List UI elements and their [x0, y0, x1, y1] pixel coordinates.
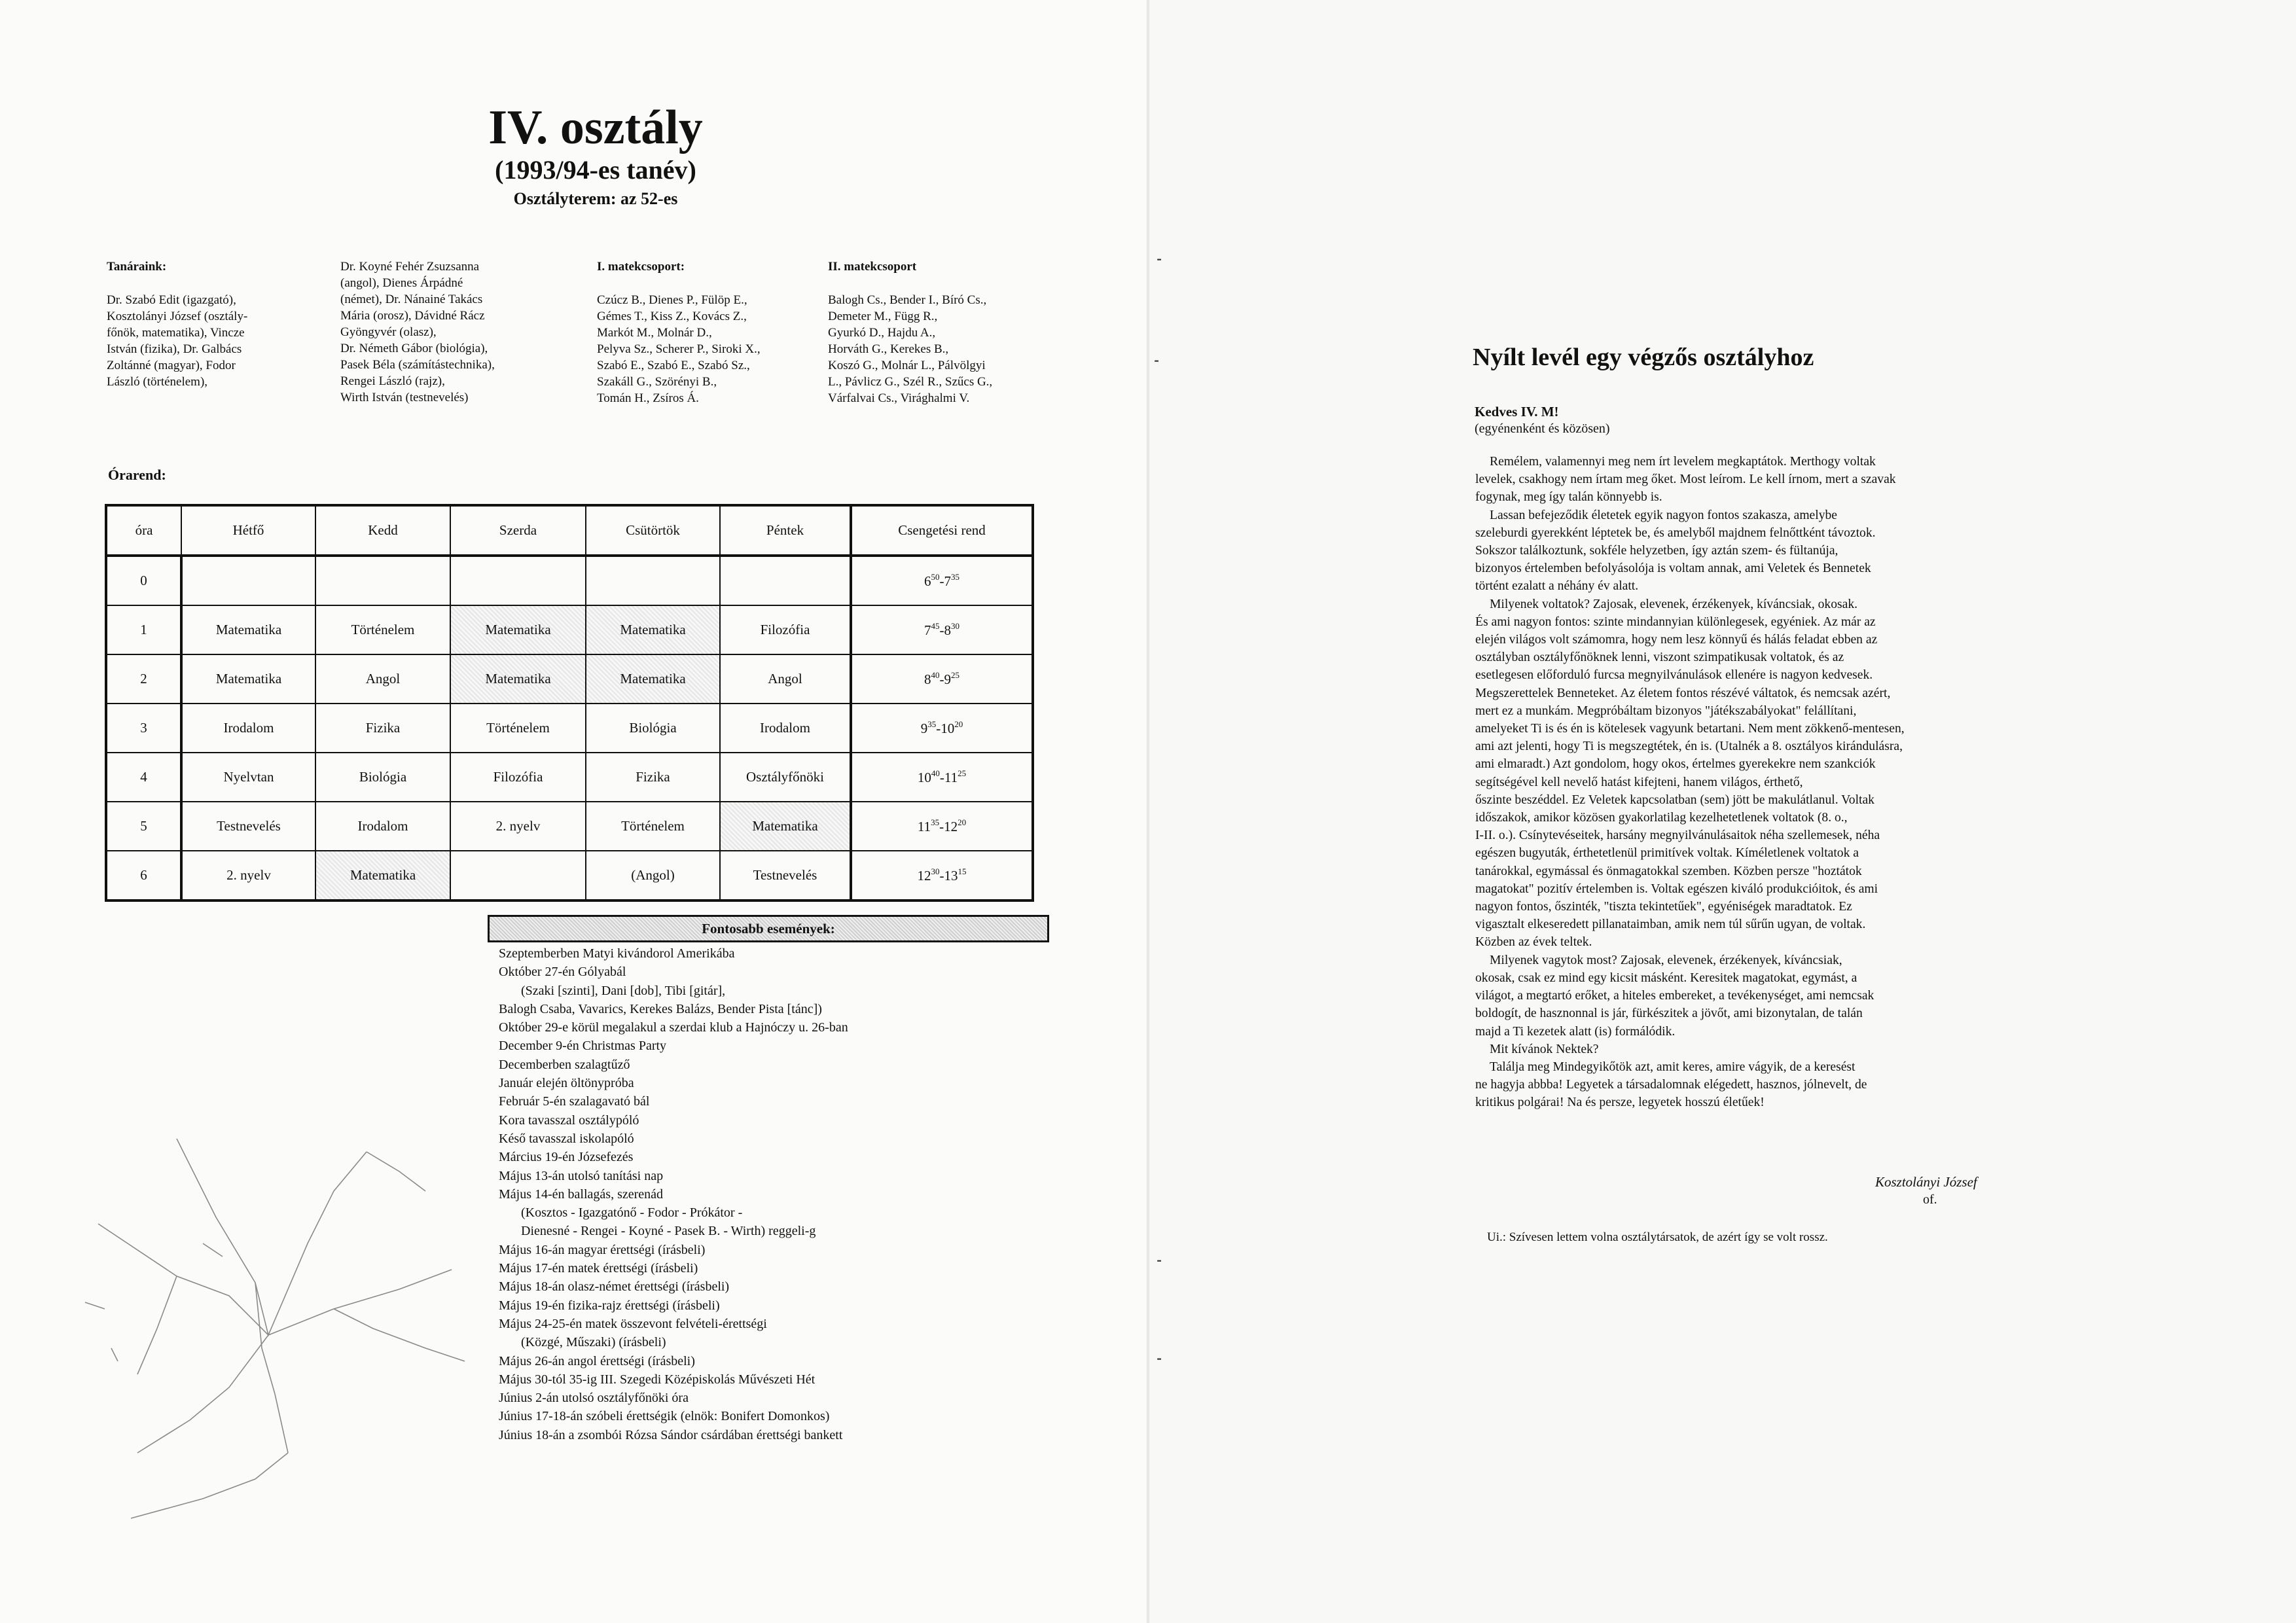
- header-thursday: Csütörtök: [586, 505, 720, 556]
- events-heading: Fontosabb események:: [488, 915, 1049, 942]
- student-line: Horváth G., Kerekes B.,: [828, 342, 949, 356]
- letter-line: amelyeket Ti is és én is kötelesek vagyunk betartani. Nem ment zökkenő-mentesen,: [1475, 722, 1905, 736]
- student-line: Szakáll G., Szörényi B.,: [597, 375, 717, 389]
- lesson-cell: Filozófia: [450, 753, 586, 802]
- letter-line: ne hagyja abbba! Legyetek a társadalomnak elégedett, hasznos, jólnevelt, de: [1475, 1078, 1867, 1092]
- event-line: Január elején öltönypróba: [499, 1076, 634, 1091]
- event-line: Május 17-én matek érettségi (írásbeli): [499, 1261, 698, 1276]
- lesson-cell: [315, 556, 450, 605]
- bell-start: 6: [924, 573, 931, 589]
- event-line: Decemberben szalagtűző: [499, 1057, 630, 1072]
- teacher-line: Gyöngyvér (olasz),: [340, 325, 437, 339]
- letter-line: vigasztalt elkeseredett pillanataimban, amik nem túl sűrűn ugyan, de voltak.: [1475, 918, 1866, 932]
- student-line: L., Pávlicz G., Szél R., Szűcs G.,: [828, 375, 993, 389]
- teacher-line: (angol), Dienes Árpádné: [340, 276, 463, 290]
- bell-cell: $6^{50}-7^{35}$: [851, 556, 1033, 605]
- lesson-cell: [720, 556, 851, 605]
- teacher-line: István (fizika), Dr. Galbács: [107, 342, 242, 356]
- student-line: Gyurkó D., Hajdu A.,: [828, 326, 936, 340]
- schedule-row: [106, 802, 1033, 851]
- bell-start-min: 30: [931, 866, 940, 876]
- teachers-list-1: [107, 292, 247, 390]
- event-line: (Szaki [szinti], Dani [dob], Tibi [gitár],: [521, 983, 726, 998]
- lesson-cell: Irodalom: [720, 704, 851, 753]
- teacher-line: Mária (orosz), Dávidné Rácz: [340, 309, 485, 323]
- student-line: Várfalvai Cs., Virághalmi V.: [828, 391, 970, 405]
- schedule-row: [106, 753, 1033, 802]
- event-line: Október 29-e körül megalakul a szerdai klub a Hajnóczy u. 26-ban: [499, 1020, 848, 1035]
- bell-start: 12: [917, 868, 931, 883]
- letter-line: Remélem, valamennyi meg nem írt levelem megkaptátok. Merthogy voltak: [1490, 455, 1876, 469]
- schedule-row: [106, 556, 1033, 605]
- letter-line: osztályban osztályfőnöknek lenni, viszont szimpatikusak voltatok, és az: [1475, 651, 1844, 665]
- lesson-cell: Biológia: [586, 704, 720, 753]
- math-group-1-list: [597, 292, 761, 406]
- letter-line: magatokat" pozitív értelemben is. Voltak egészen kiváló produkcióitok, és ami: [1475, 882, 1878, 896]
- schedule-row: [106, 704, 1033, 753]
- event-line: Dienesné - Rengei - Koyné - Pasek B. - Wirth) reggeli-g: [521, 1224, 816, 1239]
- letter-line: I-II. o.). Csínytevéseitek, harsány megnyilvánulásaitok néha szellemesek, néha: [1475, 829, 1880, 843]
- binding-mark: ⁃: [1156, 1255, 1162, 1269]
- bell-start-min: 40: [931, 768, 940, 778]
- letter-line: Milyenek voltatok? Zajosak, elevenek, érzékenyek, kíváncsiak, okosak.: [1490, 597, 1858, 611]
- bell-start: 7: [924, 622, 931, 638]
- letter-line: történt ezalatt a néhány év alatt.: [1475, 579, 1639, 594]
- letter-title: Nyílt levél egy végzős osztályhoz: [1473, 344, 1814, 371]
- header-friday: Péntek: [720, 505, 851, 556]
- bell-start-min: 45: [931, 621, 940, 631]
- lesson-cell: 2. nyelv: [181, 851, 315, 901]
- lesson-cell: Filozófia: [720, 605, 851, 654]
- bell-start: 9: [920, 721, 928, 736]
- letter-line: levelek, csakhogy nem írtam meg őket. Most leírom. Le kell írnom, mert a szavak: [1475, 473, 1896, 487]
- letter-line: időszakok, amikor közösen gyakorlatilag kezelhetetlenek voltatok (8. o.,: [1475, 811, 1848, 825]
- bell-end-min: 30: [951, 621, 960, 631]
- hour-cell: 2: [106, 654, 181, 704]
- letter-greeting: Kedves IV. M!: [1475, 404, 1559, 419]
- letter-line: okosak, csak ez mind egy kicsit másként. Keresitek magatokat, egymást, a: [1475, 971, 1857, 985]
- teachers-column-1: [107, 259, 247, 390]
- bell-cell: $12^{30}-13^{15}$: [851, 851, 1033, 901]
- event-line: (Közgé, Műszaki) (írásbeli): [521, 1335, 666, 1350]
- letter-line: Közben az évek teltek.: [1475, 935, 1592, 950]
- pencil-sketch-icon: [59, 1113, 517, 1531]
- letter-line: És ami nagyon fontos: szinte mindannyian különlegesek, egyéniek. Az már az: [1475, 615, 1876, 629]
- hour-cell: 4: [106, 753, 181, 802]
- math-group-1-heading: I. matekcsoport:: [597, 260, 685, 274]
- binding-mark: ⁃: [1153, 355, 1160, 369]
- letter-line: Lassan befejeződik életetek egyik nagyon fontos szakasza, amelybe: [1490, 508, 1837, 522]
- letter-line: egészen bugyuták, érthetetlenül primitívek voltak. Kíméletlenek voltatok a: [1475, 846, 1859, 861]
- header-wednesday: Szerda: [450, 505, 586, 556]
- event-line: (Kosztos - Igazgatónő - Fodor - Prókátor -: [521, 1205, 743, 1221]
- event-line: Május 24-25-én matek összevont felvételi-érettségi: [499, 1316, 767, 1331]
- letter-greeting-sub: (egyénenként és közösen): [1475, 421, 1610, 436]
- lesson-cell: Testnevelés: [720, 851, 851, 901]
- teachers-heading: Tanáraink:: [107, 260, 167, 274]
- classroom: Osztályterem: az 52-es: [513, 189, 678, 208]
- event-line: Június 18-án a zsombói Rózsa Sándor csárdában érettségi bankett: [499, 1427, 843, 1442]
- teacher-line: Wirth István (testnevelés): [340, 391, 469, 404]
- lesson-cell: Testnevelés: [181, 802, 315, 851]
- bell-end-min: 35: [951, 572, 960, 582]
- letter-line: majd a Ti kezetek alatt (is) formálódik.: [1475, 1024, 1676, 1039]
- binding-mark: ⁃: [1156, 1353, 1162, 1367]
- lesson-cell: [181, 556, 315, 605]
- schedule-label: Órarend:: [108, 467, 166, 483]
- math-group-2-heading: II. matekcsoport: [828, 260, 917, 274]
- lesson-cell: Matematika: [181, 605, 315, 654]
- letter-line: nagyon fontos, őszinték, "tiszta tekintetűek", egyéniségek maradtatok. Ez: [1475, 900, 1852, 914]
- math-group-1: [597, 259, 761, 406]
- letter-line: világot, a megtartó erőket, a hiteles embereket, a tevékenységet, ami nemcsak: [1475, 989, 1874, 1003]
- teacher-line: Dr. Szabó Edit (igazgató),: [107, 293, 236, 307]
- header-tuesday: Kedd: [315, 505, 450, 556]
- student-line: Koszó G., Molnár L., Pálvölgyi: [828, 359, 986, 372]
- bell-cell: $8^{40}-9^{25}$: [851, 654, 1033, 704]
- bell-end-min: 15: [958, 866, 967, 876]
- lesson-cell: Történelem: [450, 704, 586, 753]
- hour-cell: 1: [106, 605, 181, 654]
- event-line: Május 26-án angol érettségi (írásbeli): [499, 1353, 695, 1368]
- letter-body: [1475, 453, 1946, 1112]
- letter-line: Milyenek vagytok most? Zajosak, elevenek, érzékenyek, kíváncsiak,: [1490, 953, 1842, 967]
- hour-cell: 6: [106, 851, 181, 901]
- lesson-cell: Történelem: [315, 605, 450, 654]
- lesson-cell: Irodalom: [315, 802, 450, 851]
- event-line: Május 16-án magyar érettségi (írásbeli): [499, 1242, 706, 1257]
- lesson-cell: Matematika: [315, 851, 450, 901]
- bell-end: 7: [944, 573, 951, 589]
- lesson-cell: Angol: [315, 654, 450, 704]
- math-group-2-list: [828, 292, 992, 406]
- teacher-line: Kosztolányi József (osztály-: [107, 310, 248, 323]
- header-monday: Hétfő: [181, 505, 315, 556]
- event-line: Október 27-én Gólyabál: [499, 965, 626, 980]
- lesson-cell: Biológia: [315, 753, 450, 802]
- letter-line: ami elmaradt.) Azt gondolom, hogy okos, értelmes gyerekekre nem szankciók: [1475, 757, 1876, 772]
- lesson-cell: Osztályfőnöki: [720, 753, 851, 802]
- lesson-cell: Matematika: [450, 605, 586, 654]
- lesson-cell: Angol: [720, 654, 851, 704]
- teacher-line: Dr. Németh Gábor (biológia),: [340, 342, 488, 355]
- letter-line: Találja meg Mindegyikőtök azt, amit keres, amire vágyik, de a keresést: [1490, 1060, 1856, 1074]
- lesson-cell: 2. nyelv: [450, 802, 586, 851]
- student-line: Pelyva Sz., Scherer P., Siroki X.,: [597, 342, 761, 356]
- letter-line: elején világos volt számomra, hogy nem lesz könnyű és hálás feladat ebben az: [1475, 633, 1878, 647]
- bell-start: 10: [917, 770, 931, 785]
- lesson-cell: Matematika: [586, 654, 720, 704]
- event-line: Balogh Csaba, Vavarics, Kerekes Balázs, Bender Pista [tánc]): [499, 1001, 822, 1016]
- hour-cell: 5: [106, 802, 181, 851]
- student-line: Markót M., Molnár D.,: [597, 326, 712, 340]
- event-line: Február 5-én szalagavató bál: [499, 1094, 650, 1109]
- lesson-cell: Irodalom: [181, 704, 315, 753]
- math-group-2: [828, 259, 992, 406]
- letter-line: fogynak, meg így talán könnyebb is.: [1475, 490, 1662, 505]
- bell-start-min: 40: [931, 670, 940, 680]
- schedule-body: [106, 556, 1033, 901]
- lesson-cell: Matematika: [181, 654, 315, 704]
- schedule-row: [106, 654, 1033, 704]
- event-line: Május 30-tól 35-ig III. Szegedi Középiskolás Művészeti Hét: [499, 1372, 816, 1387]
- bell-cell: $11^{35}-12^{20}$: [851, 802, 1033, 851]
- teacher-line: főnök, matematika), Vincze: [107, 326, 245, 340]
- lesson-cell: Fizika: [315, 704, 450, 753]
- student-line: Szabó E., Szabó E., Szabó Sz.,: [597, 359, 750, 372]
- bell-end: 13: [944, 868, 958, 883]
- bell-end: 11: [944, 770, 958, 785]
- lesson-cell: Matematika: [586, 605, 720, 654]
- letter-line: tanárokkal, egymással és önmagatokkal szemben. Közben persze "hoztátok: [1475, 864, 1862, 878]
- binding-mark: ⁃: [1156, 253, 1162, 268]
- bell-start-min: 35: [931, 817, 940, 827]
- bell-cell: $10^{40}-11^{25}$: [851, 753, 1033, 802]
- bell-end-min: 20: [958, 817, 967, 827]
- event-line: Késő tavasszal iskolapóló: [499, 1131, 634, 1146]
- header-hour: óra: [106, 505, 181, 556]
- event-line: Június 2-án utolsó osztályfőnöki óra: [499, 1391, 689, 1406]
- bell-end: 10: [941, 721, 955, 736]
- lesson-cell: Történelem: [586, 802, 720, 851]
- teacher-line: László (történelem),: [107, 375, 208, 389]
- hour-cell: 0: [106, 556, 181, 605]
- teacher-line: Pasek Béla (számítástechnika),: [340, 358, 495, 372]
- letter-line: esetlegesen előforduló furcsa megnyilvánulások ellenére is nagyon kedvesek.: [1475, 668, 1873, 683]
- bell-start: 11: [917, 819, 931, 834]
- letter-line: ami azt jelenti, hogy Ti is megszegtétek, én is. (Utalnék a 8. osztályos kirándulásra,: [1475, 740, 1903, 754]
- lesson-cell: Matematika: [720, 802, 851, 851]
- schedule-header-row: [106, 505, 1033, 556]
- bell-start: 8: [924, 671, 931, 687]
- page-fold: [1147, 0, 1149, 1623]
- letter-postscript: Ui.: Szívesen lettem volna osztálytársatok, de azért így se volt rossz.: [1487, 1230, 1828, 1244]
- bell-end-min: 25: [958, 768, 967, 778]
- letter-line: kritikus polgárai! Na és persze, legyetek hosszú életűek!: [1475, 1096, 1765, 1110]
- bell-end-min: 20: [954, 719, 963, 729]
- letter-line: Mit kívánok Nektek?: [1490, 1042, 1599, 1056]
- page-title: IV. osztály: [488, 101, 703, 154]
- events-list: [499, 944, 848, 1444]
- teachers-column-2: [340, 259, 495, 406]
- event-line: Május 13-án utolsó tanítási nap: [499, 1168, 664, 1183]
- event-line: Március 19-én Józsefezés: [499, 1150, 634, 1165]
- schedule-row: [106, 605, 1033, 654]
- letter-signature-role: of.: [1923, 1192, 1937, 1207]
- teacher-line: Dr. Koyné Fehér Zsuzsanna: [340, 260, 480, 274]
- header-bell-schedule: Csengetési rend: [851, 505, 1033, 556]
- lesson-cell: (Angol): [586, 851, 720, 901]
- school-year: (1993/94-es tanév): [495, 155, 696, 185]
- event-line: Kora tavasszal osztálypóló: [499, 1113, 639, 1128]
- bell-end: 9: [944, 671, 951, 687]
- student-line: Czúcz B., Dienes P., Fülöp E.,: [597, 293, 747, 307]
- bell-start-min: 50: [931, 572, 940, 582]
- hour-cell: 3: [106, 704, 181, 753]
- bell-start-min: 35: [927, 719, 937, 729]
- event-line: Május 19-én fizika-rajz érettségi (írásbeli): [499, 1298, 720, 1313]
- letter-line: mert ez a munkám. Megpróbáltam bizonyos "játékszabályokat" felállítani,: [1475, 704, 1857, 718]
- schedule-table: [105, 504, 1034, 902]
- bell-end: 8: [944, 622, 951, 638]
- lesson-cell: [450, 851, 586, 901]
- letter-line: őszinte beszéddel. Ez Veletek kapcsolatban (sem) jött be makulátlanul. Voltak: [1475, 793, 1874, 807]
- event-line: Szeptemberben Matyi kivándorol Amerikába: [499, 946, 735, 961]
- letter-line: szeleburdi gyerekként léptetek be, és amelyből majdnem felnőttként távoztok.: [1475, 526, 1876, 540]
- bell-end: 12: [944, 819, 958, 834]
- lesson-cell: Fizika: [586, 753, 720, 802]
- teacher-line: Rengei László (rajz),: [340, 374, 445, 388]
- student-line: Demeter M., Függ R.,: [828, 310, 938, 323]
- teacher-line: Zoltánné (magyar), Fodor: [107, 359, 236, 372]
- letter-signature: Kosztolányi József: [1875, 1174, 1977, 1190]
- lesson-cell: [450, 556, 586, 605]
- student-line: Balogh Cs., Bender I., Bíró Cs.,: [828, 293, 987, 307]
- letter-line: bizonyos értelemben befolyásolója is voltam annak, ami Veletek és Bennetek: [1475, 562, 1871, 576]
- event-line: Május 14-én ballagás, szerenád: [499, 1186, 664, 1202]
- bell-cell: $9^{35}-10^{20}$: [851, 704, 1033, 753]
- schedule-row: [106, 851, 1033, 901]
- event-line: December 9-én Christmas Party: [499, 1039, 667, 1054]
- bell-cell: $7^{45}-8^{30}$: [851, 605, 1033, 654]
- teacher-line: (német), Dr. Nánainé Takács: [340, 293, 483, 306]
- letter-line: boldogít, de hasznonnal is jár, fürkészitek a jövőt, ami bizonytalan, de talán: [1475, 1007, 1863, 1021]
- event-line: Június 17-18-án szóbeli érettségik (elnök: Bonifert Domonkos): [499, 1409, 830, 1424]
- lesson-cell: Matematika: [450, 654, 586, 704]
- letter-line: Sokszor találkoztunk, sokféle helyzetben, így aztán szem- és fültanúja,: [1475, 544, 1839, 558]
- bell-end-min: 25: [951, 670, 960, 680]
- event-line: Május 18-án olasz-német érettségi (írásbeli): [499, 1279, 730, 1294]
- letter-line: Megszerettelek Benneteket. Az életem fontos részévé váltatok, és nemcsak azért,: [1475, 686, 1891, 700]
- lesson-cell: Nyelvtan: [181, 753, 315, 802]
- lesson-cell: [586, 556, 720, 605]
- student-line: Gémes T., Kiss Z., Kovács Z.,: [597, 310, 747, 323]
- teachers-list-2: [340, 259, 495, 406]
- student-line: Tomán H., Zsíros Á.: [597, 391, 699, 405]
- letter-line: segítségével kell nevelő hatást kifejteni, hanem világos, érthető,: [1475, 775, 1803, 789]
